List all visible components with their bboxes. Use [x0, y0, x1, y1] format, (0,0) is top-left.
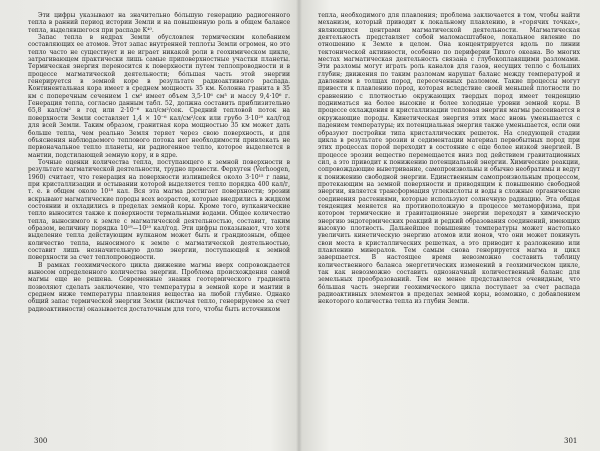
- left-page-text: [28, 12, 290, 313]
- left-paragraph-2: Запас тепла в недрах Земли обусловлен термическим колебанием составляющих ее атомов. Этот запас внутренней теплоты Земли огромен, но это тепло часто не существует и не играет никакой роли в геохимическом цикле, затрагивающем практически лишь самые приповерхностные участки планеты. Термическая энергия переносится к поверхности путем теплопроводности и в процессе магматической деятельности; бóльшая часть этой энергии генерируется в земной коре в результате радиоактивного распада. Континентальная кора имеет в среднем мощность 35 км. Колонна гранита в 35 км с поперечным сечением 1 см² имеет объем 3,5·10⁶ см³ и массу 9,4·10⁶ г. Генерация тепла, согласно данным табл. 52, должна составить приблизительно 65,8 кал/см² в год или 2·10⁻⁶ кал/см²/сек. Средний тепловой поток на поверхности Земли составляет 1,4 × 10⁻⁶ кал/см²/сек или грубо 3·10²⁰ кал/год для всей Земли. Таким образом, гранитная кора мощностью 35 км может дать больше тепла, чем реально Земля теряет через свою поверхность, и для объяснения наблюдаемого теплового потока нет необходимости привлекать не первоначальное тепло планеты, ни радиогенное тепло, которое выделяется в мантии, подстилающей земную кору, и в ядре.: [28, 34, 290, 159]
- right-page-text: [318, 12, 580, 306]
- left-page-number: 300: [34, 437, 48, 445]
- left-paragraph-1: Эти цифры указывают на значительно бóльшую генерацию радиогенного тепла в ранний период истории Земли и на повышенную роль в общем балансе тепла, выделявшегося при распаде K⁴⁰.: [28, 12, 290, 34]
- right-paragraph-1: тепла, необходимого для плавления; проблема заключается в том, чтобы найти механизм, который приводит к локальному плавлению, в «горячих точках», являющихся центрами магматической деятельности. Магматическая деятельность представляет собой маломасштабное, локальное явление по отношению к Земле в целом. Она концентрируется вдоль по линии тектонической активности, особенно по периферии Тихого океана. Во многих местах магматическая деятельность связана с глубокоплавящими разломами. Эти разломы могут играть роль каналов для газов, несущих тепло с больших глубин; движения по таким разломам нарушат баланс между температурой и давлением в толщах пород, пересеченных разломом. Такие процессы могут привести к плавлению пород, которая вследствие своей меньшей плотности по сравнению с плотностью окружающих твердых пород имеет тенденцию подниматься на более высокие и более холодные уровни земной коры. В процессе охлаждения и кристаллизации тепловая энергия магмы рассеивается в окружающие породы. Кинетическая энергия этих масс вновь уменьшается с падением температуры; их потенциальная энергия также уменьшается, если они образуют постройки типа кристаллических решеток. На следующей стадии цикла в результате эрозии и седиментации материал первобытных пород при этих процессах порой переходит в состояние с еще более низкой энергией. В процессе эрозии вещество перемещается вниз под действием гравитационных сил, а это приводит к понижению потенциальной энергии. Химические реакции, сопровождающие выветривание, самопроизвольны и обычно необратимы и ведут к понижению свободной энергии. Единственным самопроизвольным процессом, протекающим на земной поверхности и приводящим к повышению свободной энергии, является трансформация углекислоты и воды в сложные органические соединения растениями, которые используют солнечную радиацию. Эта общая тенденция меняется на противоположную в процессе метаморфизма, при котором термические и гравитационные энергии переходят в химическую энергию эндотермических реакций и редкий образования соединений, имеющих высокую плотность. Дальнейшее повышение температуры может настолько увеличить кинетическую энергию атомов или ионов, что они может покинуть свои места в кристаллических решетках, а это приводит к разложению или плавлению минералов. Тем самым снова генерируется магма и цикл завершается. В настоящее время невозможно составить таблицу количественного баланса энергетических изменений в геохимическом цикле, так как невозможно составить однозначный количественный баланс для земельных преобразований. Тем не менее представляется очевидным, что бóльшая часть энергии геохимического цикла поступает за счет распада радиоактивных элементов в пределах земной коры, возможно, с добавлением некоторого количества тепла из глубин Земли.: [318, 12, 580, 306]
- left-paragraph-4: В рамках геохимического цикла движение магмы вверх сопровождается выносом определенного количества энергии. Проблема происхождения самой магмы еще не решена. Современные знания геотермического градиента позволяют сделать заключение, что температуры в земной коре и мантии в среднем ниже температуры плавления вещества на любой глубине. Однако общий запас термической энергии Земли (включая тепло, генерируемое за счет радиоактивности) оказывается достаточным для того, чтобы быть источником: [28, 261, 290, 313]
- left-paragraph-3: Точные оценки количества тепла, поступающего к земной поверхности в результате магматической деятельности, трудно провести. Ферхуген (Verhoogen, 1960) считает, что генерация на поверхности излившейся около 3·10¹⁵ г лавы, при кристаллизации и остывании которой выделяется тепло порядка 400 кал/г, т. е. в общем около 10¹⁸ кал. Вся эта магма достигает поверхности; эрозии вскрывают магматические породы всех возрастов, которые внедрились в жидком состоянии и охладились в пределах земной коры. Кроме того, вулканические тепло выносится также к поверхности термальными водами. Общее количество тепла, выносимого к земле с магматической деятельностью, составит, таким образом, величину порядка 10¹⁹—10²⁰ кал/год. Эти цифры показывают, что хотя выделение тепла действующим вулканом может быть и грандиозным, общее количество тепла, выносимого к земле с магматической деятельностью, составит лишь незначительную долю энергии, поступающей к земной поверхности за счет теплопроводности.: [28, 158, 290, 262]
- left-page: [28, 12, 290, 432]
- book-gutter: [296, 0, 302, 451]
- right-page: [318, 12, 580, 432]
- right-page-number: 301: [564, 437, 578, 445]
